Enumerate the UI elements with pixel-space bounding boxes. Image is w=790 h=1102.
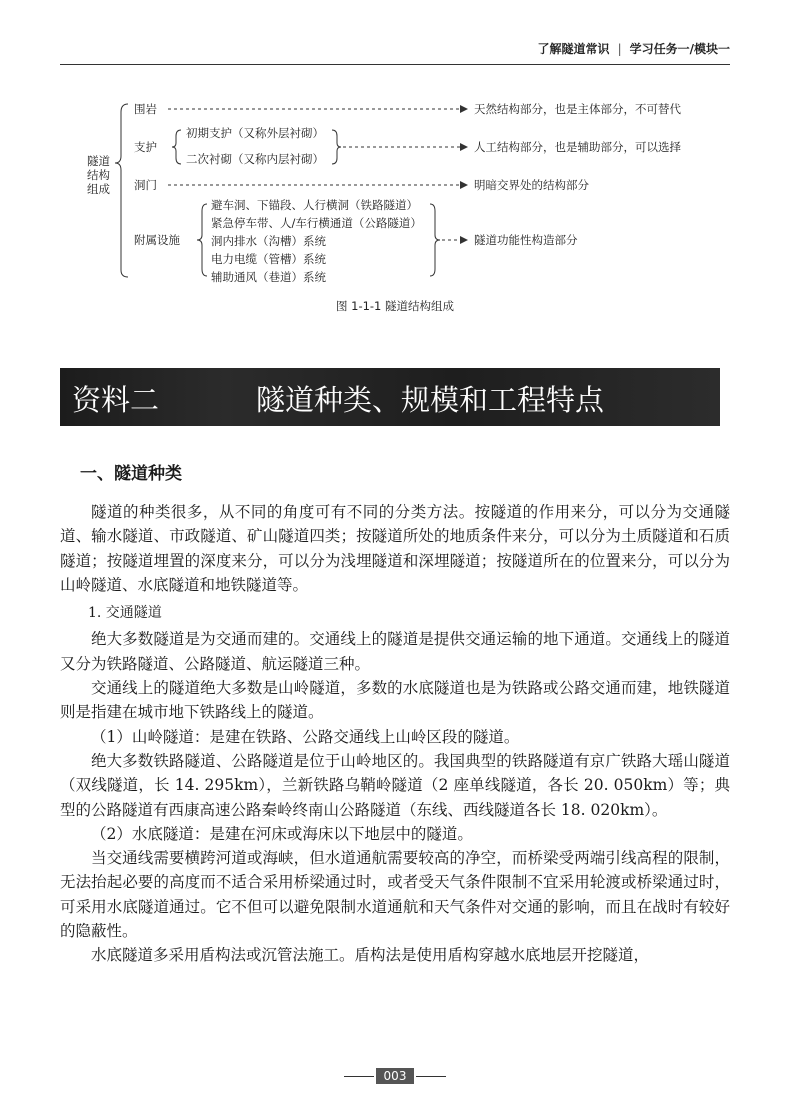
page-number-rule [416,1076,446,1077]
facility-item: 辅助通风（巷道）系统 [211,270,326,284]
banner-number: 资料二 [72,383,160,417]
diagram-root-line-1: 隧道 [87,154,110,168]
paragraph: （1）山岭隧道：是建在铁路、公路交通线上山岭区段的隧道。 [91,727,520,746]
figure-caption: 图 1-1-1 隧道结构组成 [335,299,455,313]
diagram-root-line-2: 结构 [87,168,110,182]
facility-item: 洞内排水（沟槽）系统 [211,234,326,248]
body-text [60,500,730,968]
branch-portal: 洞门 [134,178,157,192]
paragraph: 交通线上的隧道绝大多数是山岭隧道，多数的水底隧道也是为铁路或公路交通而建，地铁隧道则是指建在城市地下铁路线上的隧道。 [60,679,730,722]
banner-title: 隧道种类、规模和工程特点 [256,383,605,417]
paragraph: 当交通线需要横跨河道或海峡，但水道通航需要较高的净空，而桥梁受两端引线高程的限制，无法抬起必要的高度而不适合采用桥梁通过时，或者受天气条件限制不宜采用轮渡或桥梁通过时，可采用水底隧道通过。它不但可以避免限制水道通航和天气条件对交通的影响，而且在战时有较好的隐蔽性。 [60,849,730,941]
support-item: 二次衬砌（又称内层衬砌） [186,152,324,166]
paragraph: （2）水底隧道：是建在河床或海床以下地层中的隧道。 [91,824,473,843]
diagram-lines [0,0,790,320]
section-banner [60,368,720,426]
diagram-root-line-3: 组成 [87,182,110,196]
facility-item: 避车洞、下锚段、人行横洞（铁路隧道） [211,198,418,212]
description-portal: 明暗交界处的结构部分 [474,178,589,192]
page-number-value: 003 [376,1068,415,1084]
paragraph: 绝大多数铁路隧道、公路隧道是位于山岭地区的。我国典型的铁路隧道有京广铁路大瑶山隧道（双线隧道，长 14. 295km），兰新铁路乌鞘岭隧道（2 座单线隧道，各长 20. 050km）等；典型的公路隧道有西康高速公路秦岭终南山公路隧道（东线、西线隧道各长 18. 020km）。 [60,751,730,819]
tunnel-structure-diagram [0,0,790,320]
facility-item: 紧急停车带、人/车行横通道（公路隧道） [211,216,422,230]
section-heading: 一、隧道种类 [80,464,182,484]
branch-surrounding-rock: 围岩 [134,102,157,116]
section-label: 学习任务一/模块一 [629,42,730,56]
branch-facilities: 附属设施 [134,233,180,247]
page-number-rule [344,1076,374,1077]
facility-item: 电力电缆（管槽）系统 [211,252,326,266]
subsection-heading: 1. 交通隧道 [88,605,162,622]
description-facilities: 隧道功能性构造部分 [474,233,578,247]
paragraph: 隧道的种类很多，从不同的角度可有不同的分类方法。按隧道的作用来分，可以分为交通隧道、输水隧道、市政隧道、矿山隧道四类；按隧道所处的地质条件来分，可以分为土质隧道和石质隧道；按隧道埋置的深度来分，可以分为浅埋隧道和深埋隧道；按隧道所在的位置来分，可以分为山岭隧道、水底隧道和地铁隧道等。 [60,503,730,594]
book-title: 了解隧道常识 [537,42,610,56]
paragraph: 水底隧道多采用盾构法或沉管法施工。盾构法是使用盾构穿越水底地层开挖隧道， [91,946,650,965]
page-number [0,1068,790,1084]
description-support: 人工结构部分，也是辅助部分，可以选择 [474,140,681,154]
branch-support: 支护 [134,140,157,154]
paragraph: 绝大多数隧道是为交通而建的。交通线上的隧道是提供交通运输的地下通道。交通线上的隧道又分为铁路隧道、公路隧道、航运隧道三种。 [60,630,730,673]
description-rock: 天然结构部分，也是主体部分，不可替代 [474,102,681,116]
header-separator: | [617,42,622,56]
support-item: 初期支护（又称外层衬砌） [186,126,324,140]
